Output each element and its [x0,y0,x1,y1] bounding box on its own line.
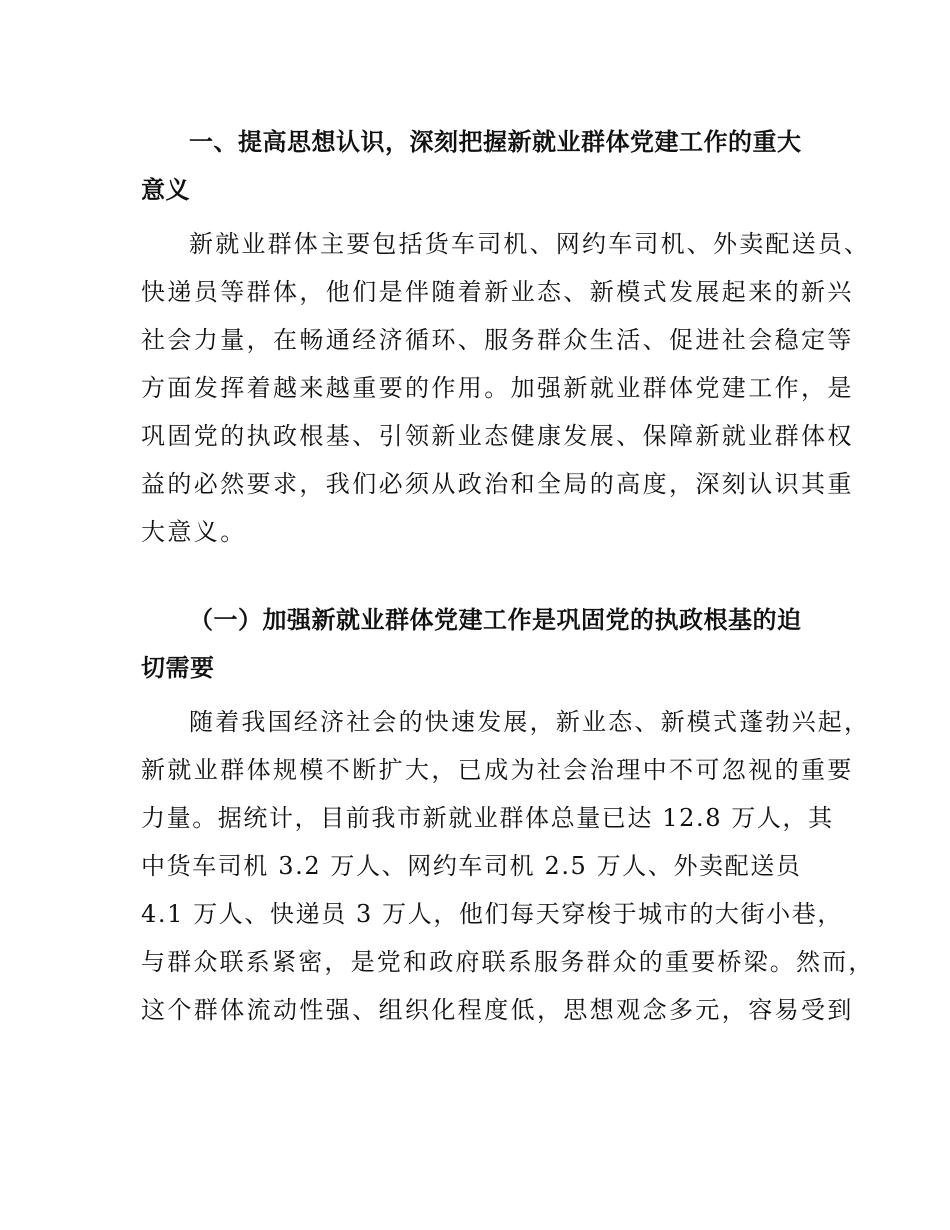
section-heading [141,118,813,214]
paragraph-line: 随着我国经济社会的快速发展，新业态、新模式蓬勃兴起， [189,708,871,736]
paragraph-line: 4.1 万人、快递员 3 万人，他们每天穿梭于城市的大街小巷， [141,900,843,928]
paragraph-line: 大意义。 [141,518,247,546]
section-heading-line: 一、提高思想认识，深刻把握新就业群体党建工作的重大 [189,128,802,156]
subsection-heading [141,596,813,692]
paragraph-line: 新就业群体规模不断扩大，已成为社会治理中不可忽视的重要 [141,756,854,784]
paragraph-line: 巩固党的执政根基、引领新业态健康发展、保障新就业群体权 [141,422,854,450]
section-heading-line: 意义 [141,176,190,204]
paragraph-line: 这个群体流动性强、组织化程度低，思想观念多元，容易受到 [141,996,854,1024]
paragraph-line: 新就业群体主要包括货车司机、网约车司机、外卖配送员、 [189,230,871,258]
paragraph-line: 力量。据统计，目前我市新就业群体总量已达 12.8 万人，其 [141,804,834,832]
subsection-heading-line: （一）加强新就业群体党建工作是巩固党的执政根基的迫 [189,606,802,634]
paragraph-line: 快递员等群体，他们是伴随着新业态、新模式发展起来的新兴 [141,278,854,306]
paragraph-line: 社会力量，在畅通经济循环、服务群众生活、促进社会稳定等 [141,326,854,354]
subsection-heading-line: 切需要 [141,654,215,682]
paragraph-line: 与群众联系紧密，是党和政府联系服务群众的重要桥梁。然而， [141,948,875,976]
paragraph-line: 益的必然要求，我们必须从政治和全局的高度，深刻认识其重 [141,470,854,498]
body-paragraph [141,220,871,556]
body-paragraph [141,698,875,1034]
paragraph-line: 方面发挥着越来越重要的作用。加强新就业群体党建工作，是 [141,374,854,402]
paragraph-line: 中货车司机 3.2 万人、网约车司机 2.5 万人、外卖配送员 [141,852,802,880]
